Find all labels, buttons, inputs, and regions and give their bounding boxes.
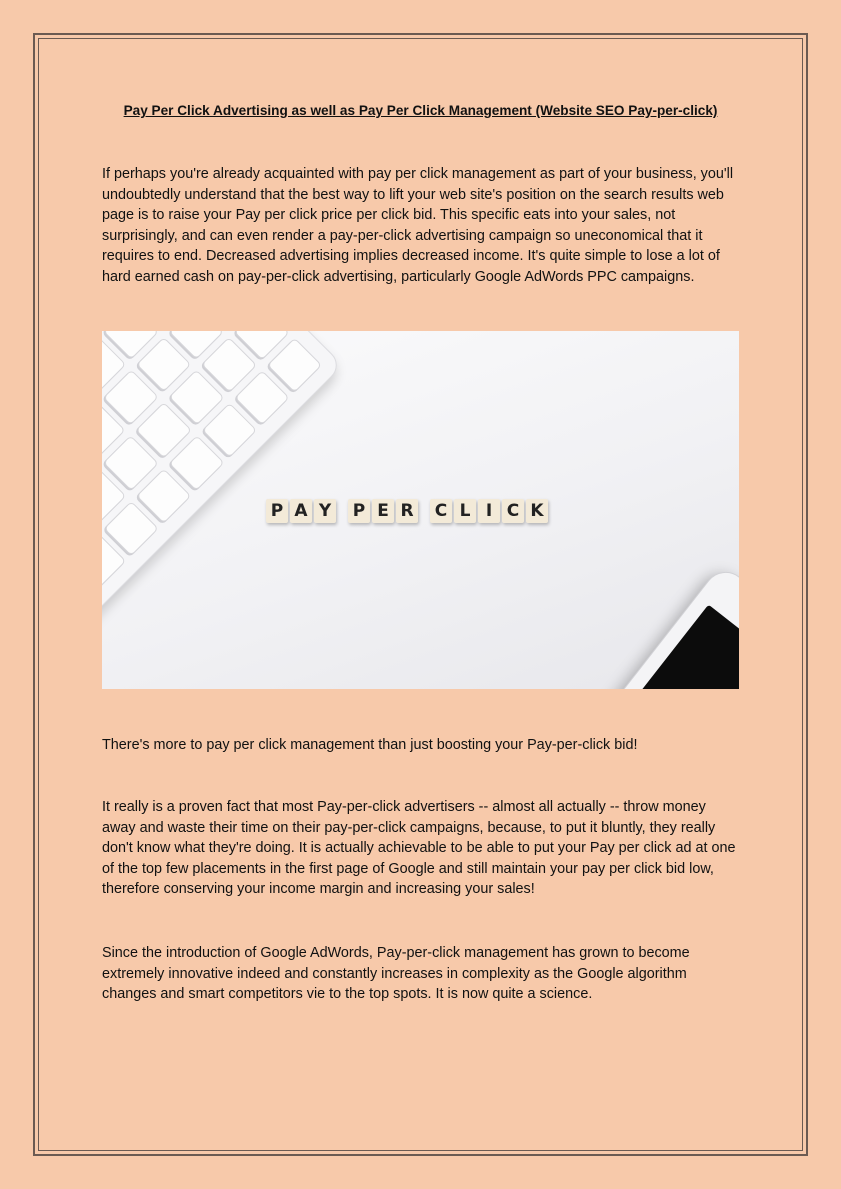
letter-tile: A (290, 499, 312, 523)
letter-tile: P (266, 499, 288, 523)
letter-tile: I (478, 499, 500, 523)
paragraph-proven-fact: It really is a proven fact that most Pay-per-click advertisers -- almost all actually -- throw money away and waste their time on their pay-per-click campaigns, because, to put it bluntly, they really don't know what they're doing. It is actually achievable to be able to put your Pay per click ad at one of the top few placements in the first page of Google and still maintain your pay per click bid low, therefore conserving your income margin and increasing your sales! (102, 799, 736, 898)
letter-tile: C (502, 499, 524, 523)
letter-tile: L (454, 499, 476, 523)
paragraph-adwords-science: Since the introduction of Google AdWords, Pay-per-click management has grown to become extremely innovative indeed and constantly increases in complexity as the Google algorithm changes and smart competitors vie to the top spots. It is now quite a science. (102, 945, 690, 1003)
letter-tile: E (372, 499, 394, 523)
hero-image (102, 331, 739, 689)
tile-gap (420, 499, 428, 523)
smartphone-graphic (554, 563, 739, 689)
document-title: Pay Per Click Advertising as well as Pay Per Click Management (Website SEO Pay-per-click) (123, 103, 718, 118)
letter-tile: K (526, 499, 548, 523)
letter-tile: C (430, 499, 452, 523)
paragraph-more-than-bid: There's more to pay per click management than just boosting your Pay-per-click bid! (102, 737, 638, 753)
letter-tile: P (348, 499, 370, 523)
letter-tile: R (396, 499, 418, 523)
letter-tile: Y (314, 499, 336, 523)
tile-gap (338, 499, 346, 523)
paragraph-intro: If perhaps you're already acquainted with pay per click management as part of your business, you'll undoubtedly understand that the best way to lift your web site's position on the search results web page is to raise your Pay per click price per click bid. This specific eats into your sales, not surprisingly, and can even render a pay-per-click advertising campaign so uneconomical that it requires to end. Decreased advertising implies decreased income. It's quite simple to lose a lot of hard earned cash on pay-per-click advertising, particularly Google AdWords PPC campaigns. (102, 166, 734, 285)
keyboard-graphic (102, 331, 343, 642)
letter-tiles (266, 499, 548, 525)
